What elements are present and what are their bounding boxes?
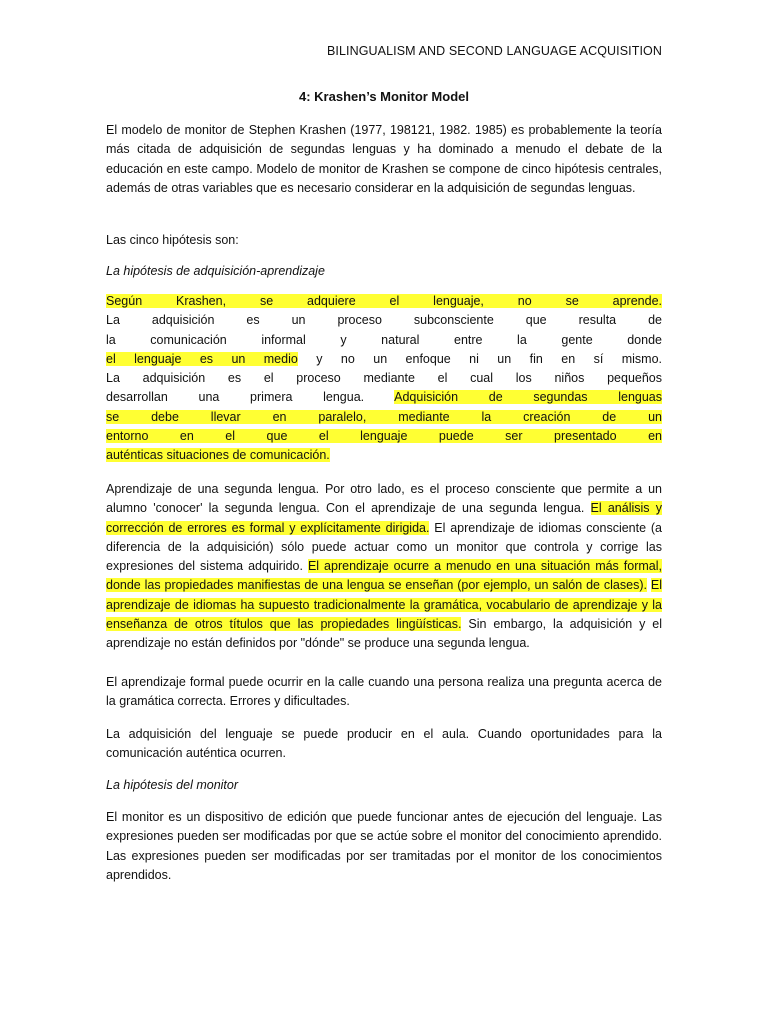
highlight: el lenguaje es un medio	[106, 351, 298, 366]
learning-text: El aprendizaje de idiomas consciente (a diferencia de la adquisición) sólo puede actuar como un monitor que controla y corrige las expresiones del sistema adquirido.	[106, 520, 662, 574]
acq-line-4	[106, 350, 662, 369]
highlight: El análisis y corrección de errores es formal y explícitamente dirigida.	[106, 501, 662, 535]
section-title: 4: Krashen’s Monitor Model	[299, 89, 469, 104]
highlight: El aprendizaje ocurre a menudo en una situación más formal, donde las propiedades manifiestas de una lengua se enseñan (por ejemplo, un salón de clases).	[106, 559, 662, 593]
acq-line-9	[106, 446, 662, 465]
highlight: Adquisición de segundas lenguas	[394, 390, 663, 405]
acq-line-6	[106, 388, 662, 407]
highlight: entorno en el que el lenguaje puede ser presentado en	[106, 429, 662, 444]
acq-line-1	[106, 292, 662, 311]
learning-text: Sin embargo, la adquisición y el aprendizaje no están definidos por "dónde" se produce una segunda lengua.	[106, 617, 662, 651]
acq-line-2: La adquisición es un proceso subconsciente que resulta de	[106, 313, 662, 328]
classroom-paragraph: La adquisición del lenguaje se puede producir en el aula. Cuando oportunidades para la comunicación auténtica ocurren.	[106, 727, 662, 761]
highlight: se debe llevar en paralelo, mediante la creación de un	[106, 409, 662, 424]
acq-line-8	[106, 427, 662, 446]
highlight: El aprendizaje de idiomas ha supuesto tradicionalmente la gramática, vocabulario de aprendizaje y la enseñanza de otros títulos que las propiedades lingüísticas.	[106, 578, 662, 632]
five-hypotheses-line: Las cinco hipótesis son:	[106, 233, 239, 247]
intro-paragraph: El modelo de monitor de Stephen Krashen (1977, 198121, 1982. 1985) es probablemente la teoría más citada de adquisición de segundas lenguas y ha dominado a menudo el debate de la educación en este campo. Modelo de monitor de Krashen se compone de cinco hipótesis centrales, además de otras variables que es necesario considerar en la adquisición de segundas lenguas.	[106, 123, 662, 195]
acq-line-4-rest: y no un enfoque ni un fin en sí mismo.	[297, 351, 662, 366]
highlight: Según Krashen, se adquiere el lenguaje, no se aprende.	[106, 294, 662, 308]
acquisition-paragraph	[106, 292, 662, 466]
acq-line-5: La adquisición es el proceso mediante el cual los niños pequeños	[106, 371, 662, 386]
heading-acquisition-learning: La hipótesis de adquisición-aprendizaje	[106, 264, 325, 278]
learning-text: Aprendizaje de una segunda lengua. Por otro lado, es el proceso consciente que permite a un alumno 'conocer' la segunda lengua. Con el aprendizaje de una segunda lengua.	[106, 482, 662, 516]
acq-line-6-plain: desarrollan una primera lengua.	[106, 390, 395, 405]
acq-line-7	[106, 408, 662, 427]
highlight: auténticas situaciones de comunicación.	[106, 448, 330, 463]
heading-monitor: La hipótesis del monitor	[106, 778, 239, 792]
monitor-paragraph: El monitor es un dispositivo de edición que puede funcionar antes de ejecución del lenguaje. Las expresiones pueden ser modificadas por que se actúe sobre el monitor del conocimiento aprendido. Las expresiones pueden ser modificadas por ser tramitadas por el monitor de los conocimientos aprendidos.	[106, 810, 662, 882]
formal-learning-paragraph: El aprendizaje formal puede ocurrir en la calle cuando una persona realiza una pregunta acerca de la gramática correcta. Errores y dificultades.	[106, 675, 662, 709]
learning-paragraph	[106, 480, 662, 654]
running-header: BILINGUALISM AND SECOND LANGUAGE ACQUISITION	[326, 44, 662, 58]
acq-line-3: la comunicación informal y natural entre la gente donde	[106, 332, 662, 347]
